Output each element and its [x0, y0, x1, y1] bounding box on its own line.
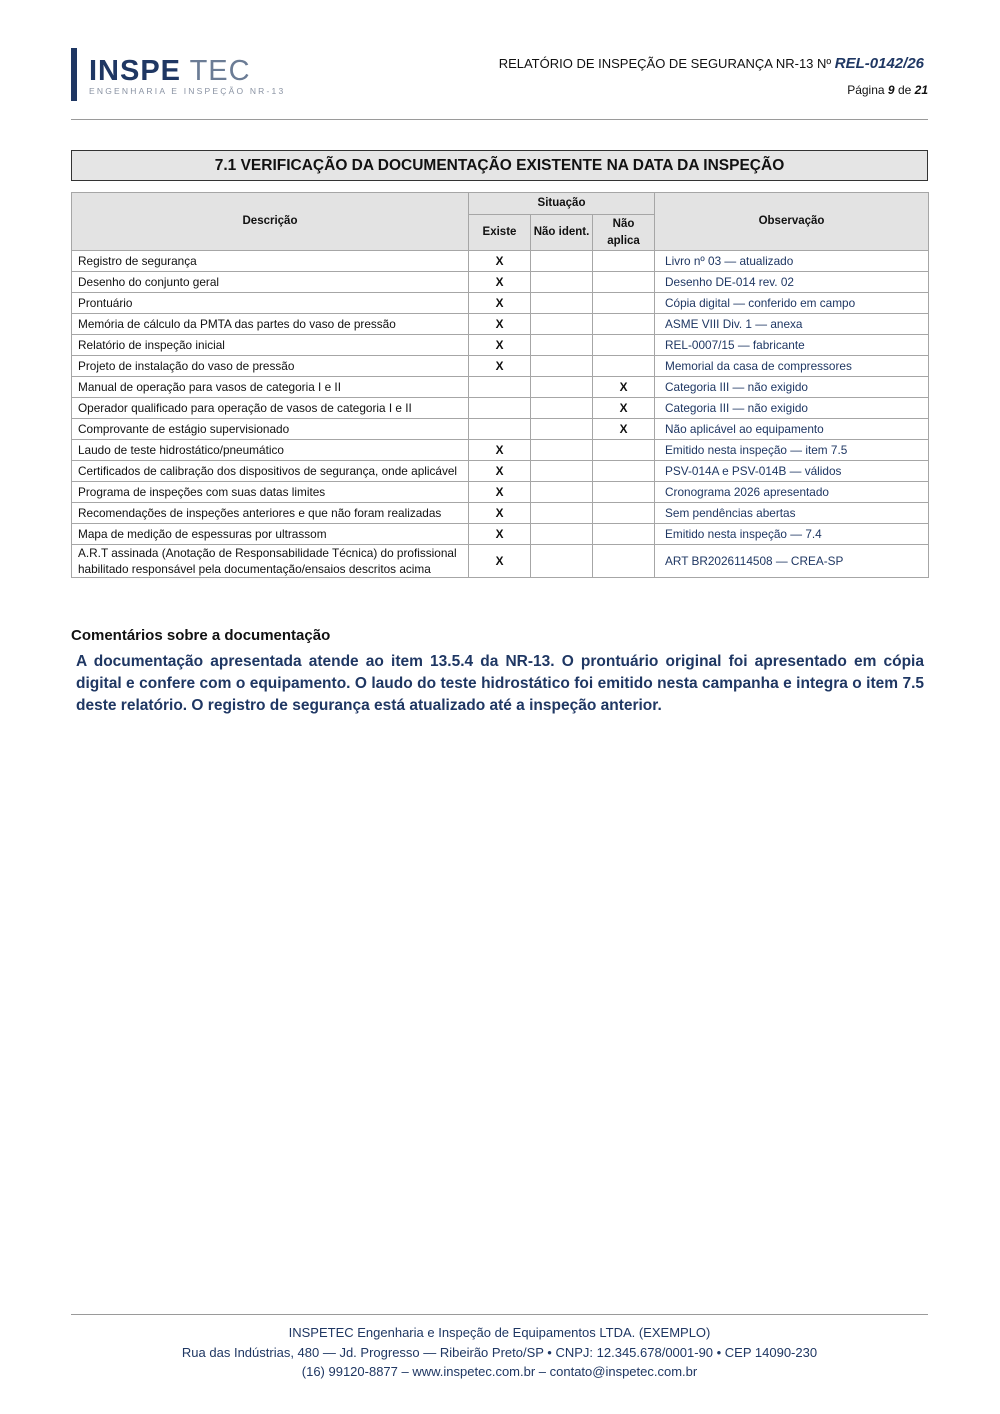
cell-nao-ident	[531, 461, 593, 482]
company-logo	[89, 53, 251, 89]
cell-observacao: Emitido nesta inspeção — item 7.5	[655, 440, 929, 461]
cell-nao-aplica	[593, 524, 655, 545]
cell-observacao: ART BR2026114508 — CREA-SP	[655, 545, 929, 578]
table-row	[72, 461, 929, 482]
cell-observacao: PSV-014A e PSV-014B — válidos	[655, 461, 929, 482]
header-nao-aplica: Não aplica	[593, 215, 655, 251]
cell-existe: X	[469, 293, 531, 314]
cell-nao-aplica: X	[593, 377, 655, 398]
report-title: RELATÓRIO DE INSPEÇÃO DE SEGURANÇA NR-13 Nº	[498, 56, 832, 71]
cell-observacao: Memorial da casa de compressores	[655, 356, 929, 377]
page-of: de	[897, 83, 912, 97]
header-descricao: Descrição	[72, 193, 469, 251]
table-row	[72, 524, 929, 545]
cell-descricao: Manual de operação para vasos de categoria I e II	[72, 377, 469, 398]
footer-address: Rua das Indústrias, 480 — Jd. Progresso — Ribeirão Preto/SP • CNPJ: 12.345.678/0001-90 • CEP 14090-230	[181, 1344, 818, 1360]
cell-observacao: Cópia digital — conferido em campo	[655, 293, 929, 314]
cell-nao-aplica	[593, 272, 655, 293]
header-nao-ident: Não ident.	[531, 215, 593, 251]
header-divider	[71, 119, 928, 120]
table-row	[72, 377, 929, 398]
cell-nao-aplica	[593, 335, 655, 356]
cell-descricao: Programa de inspeções com suas datas limites	[72, 482, 469, 503]
cell-nao-aplica	[593, 482, 655, 503]
cell-existe: X	[469, 545, 531, 578]
table-row	[72, 335, 929, 356]
table-row	[72, 398, 929, 419]
cell-nao-ident	[531, 251, 593, 272]
cell-descricao: Relatório de inspeção inicial	[72, 335, 469, 356]
cell-nao-ident	[531, 272, 593, 293]
section-title: 7.1 VERIFICAÇÃO DA DOCUMENTAÇÃO EXISTENTE NA DATA DA INSPEÇÃO	[71, 150, 928, 181]
cell-nao-aplica	[593, 293, 655, 314]
cell-descricao: Laudo de teste hidrostático/pneumático	[72, 440, 469, 461]
table-row	[72, 503, 929, 524]
comments-text: A documentação apresentada atende ao item 13.5.4 da NR-13. O prontuário original foi apresentado em cópia digital e confere com o equipamento. O laudo do teste hidrostático foi emitido nesta campanha e integra o item 7.5 deste relatório. O registro de segurança está atualizado até a inspeção anterior.	[76, 653, 924, 714]
cell-nao-aplica	[593, 503, 655, 524]
cell-existe	[469, 419, 531, 440]
cell-existe: X	[469, 335, 531, 356]
documentation-table-body	[72, 251, 929, 578]
cell-observacao: Livro nº 03 — atualizado	[655, 251, 929, 272]
cell-nao-ident	[531, 440, 593, 461]
page-total: 21	[914, 83, 928, 97]
cell-existe: X	[469, 272, 531, 293]
page-indicator	[847, 83, 928, 97]
table-row	[72, 419, 929, 440]
cell-observacao: Sem pendências abertas	[655, 503, 929, 524]
cell-nao-aplica	[593, 461, 655, 482]
cell-existe: X	[469, 482, 531, 503]
page-current: 9	[887, 83, 895, 97]
cell-descricao: Comprovante de estágio supervisionado	[72, 419, 469, 440]
cell-existe: X	[469, 503, 531, 524]
cell-descricao: Registro de segurança	[72, 251, 469, 272]
header-situacao: Situação	[469, 193, 655, 215]
table-row	[72, 440, 929, 461]
cell-nao-ident	[531, 419, 593, 440]
header-observacao: Observação	[655, 193, 929, 251]
cell-nao-ident	[531, 356, 593, 377]
cell-nao-ident	[531, 482, 593, 503]
cell-nao-aplica	[593, 356, 655, 377]
cell-observacao: Categoria III — não exigido	[655, 398, 929, 419]
report-header	[499, 55, 924, 72]
footer-contact: (16) 99120-8877 – www.inspetec.com.br – contato@inspetec.com.br	[301, 1364, 698, 1379]
footer-company: INSPETEC Engenharia e Inspeção de Equipamentos LTDA. (EXEMPLO)	[288, 1325, 711, 1340]
cell-observacao: ASME VIII Div. 1 — anexa	[655, 314, 929, 335]
cell-nao-aplica: X	[593, 419, 655, 440]
cell-observacao: Emitido nesta inspeção — 7.4	[655, 524, 929, 545]
cell-descricao: Projeto de instalação do vaso de pressão	[72, 356, 469, 377]
page-label: Página	[847, 83, 885, 97]
documentation-table	[71, 192, 929, 578]
cell-nao-aplica	[593, 314, 655, 335]
logo-bar	[71, 48, 77, 101]
cell-descricao: Memória de cálculo da PMTA das partes do vaso de pressão	[72, 314, 469, 335]
cell-existe: X	[469, 356, 531, 377]
table-row	[72, 293, 929, 314]
cell-observacao: Desenho DE-014 rev. 02	[655, 272, 929, 293]
table-row	[72, 545, 929, 578]
comments-title: Comentários sobre a documentação	[71, 627, 331, 644]
cell-descricao: Operador qualificado para operação de vasos de categoria I e II	[72, 398, 469, 419]
cell-descricao: Certificados de calibração dos dispositivos de segurança, onde aplicável	[72, 461, 469, 482]
cell-existe: X	[469, 440, 531, 461]
table-row	[72, 482, 929, 503]
cell-observacao: Cronograma 2026 apresentado	[655, 482, 929, 503]
cell-existe: X	[469, 251, 531, 272]
cell-nao-ident	[531, 293, 593, 314]
cell-nao-ident	[531, 335, 593, 356]
cell-descricao: Prontuário	[72, 293, 469, 314]
cell-nao-ident	[531, 524, 593, 545]
cell-nao-ident	[531, 545, 593, 578]
cell-nao-ident	[531, 314, 593, 335]
cell-nao-ident	[531, 398, 593, 419]
footer	[71, 1323, 928, 1382]
table-row	[72, 356, 929, 377]
cell-nao-aplica	[593, 545, 655, 578]
cell-existe: X	[469, 524, 531, 545]
cell-descricao: Desenho do conjunto geral	[72, 272, 469, 293]
table-row	[72, 251, 929, 272]
logo-light-text: TEC	[189, 55, 251, 87]
cell-existe	[469, 377, 531, 398]
cell-nao-ident	[531, 377, 593, 398]
footer-divider	[71, 1314, 928, 1315]
table-row	[72, 314, 929, 335]
cell-observacao: REL-0007/15 — fabricante	[655, 335, 929, 356]
report-number: REL-0142/26	[834, 55, 924, 72]
cell-nao-aplica	[593, 440, 655, 461]
cell-observacao: Categoria III — não exigido	[655, 377, 929, 398]
cell-descricao: Recomendações de inspeções anteriores e que não foram realizadas	[72, 503, 469, 524]
cell-descricao: Mapa de medição de espessuras por ultrassom	[72, 524, 469, 545]
logo-bold-text: INSPE	[89, 55, 182, 87]
cell-nao-aplica: X	[593, 398, 655, 419]
logo-tagline: ENGENHARIA E INSPEÇÃO NR-13	[89, 86, 286, 96]
cell-descricao: A.R.T assinada (Anotação de Responsabilidade Técnica) do profissional habilitado responsável pela documentação/ensaios descritos acima	[72, 545, 469, 578]
cell-existe: X	[469, 314, 531, 335]
cell-nao-aplica	[593, 251, 655, 272]
cell-observacao: Não aplicável ao equipamento	[655, 419, 929, 440]
table-row	[72, 272, 929, 293]
cell-nao-ident	[531, 503, 593, 524]
cell-existe	[469, 398, 531, 419]
cell-existe: X	[469, 461, 531, 482]
header-existe: Existe	[469, 215, 531, 251]
